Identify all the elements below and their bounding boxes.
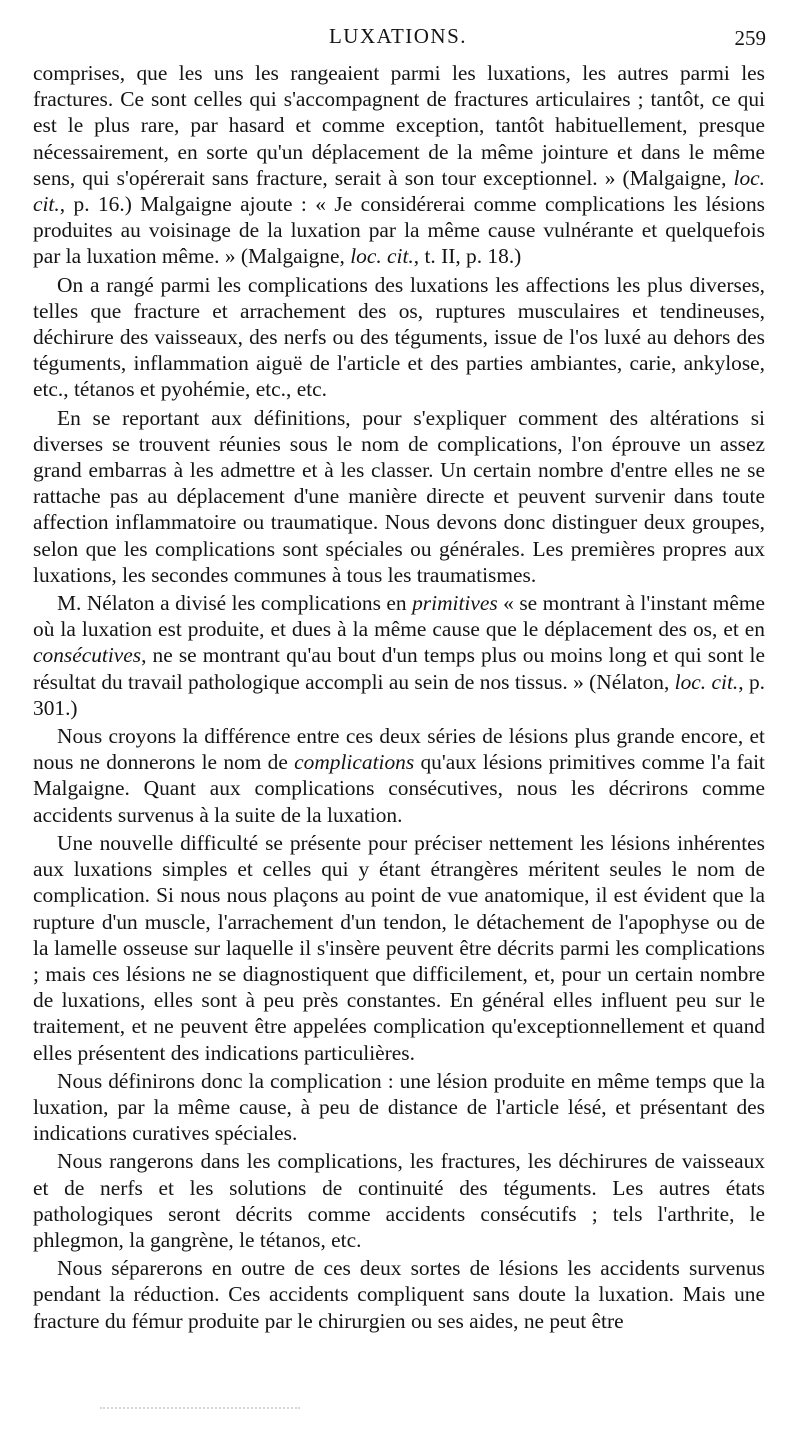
paragraph xyxy=(33,1068,765,1147)
italic-text: complications xyxy=(294,750,415,775)
text-segment: Nous définirons donc la complication : une lésion produite en même temps que la luxation, par la même cause, à peu de distance de l'article lésé, et présentant des indications curatives spéciales. xyxy=(33,1068,765,1146)
text-segment: Une nouvelle difficulté se présente pour préciser nettement les lésions inhérentes aux luxations simples et celles qui y étant étrangères méritent seules le nom de complication. Si nous nous plaçons au point de vue anatomique, il est évident que la rupture d'un muscle, l'arrachement d'un tendon, le détachement de l'apophyse ou de la lamelle osseuse sur laquelle il s'insère peuvent être décrits parmi les complications ; mais ces lésions ne se diagnostiquent que difficilement, et, pour un certain nombre de luxations, elles sont à peu près constantes. En général elles influent peu sur le traitement, et ne peuvent être appelées complication qu'exceptionnellement et quand elles présentent des indications particulières. xyxy=(33,830,765,1065)
italic-text: loc. cit. xyxy=(350,244,414,269)
text-segment: On a rangé parmi les complications des luxations les affections les plus diverses, telles que fracture et arrachement des os, ruptures musculaires et tendineuses, déchirure des vaisseaux, des nerfs ou des téguments, issue de l'os luxé au dehors des téguments, inflammation aiguë de l'article et des parties ambiantes, carie, ankylose, etc., tétanos et pyohémie, etc., etc. xyxy=(33,272,765,402)
paragraph xyxy=(33,1148,765,1253)
paragraph xyxy=(33,405,765,588)
running-head: LUXATIONS. xyxy=(328,24,468,48)
text-segment: Nous séparerons en outre de ces deux sortes de lésions les accidents survenus pendant la réduction. Ces accidents compliquent sans doute la luxation. Mais une fracture du fémur produite par le chirurgien ou ses aides, ne peut être xyxy=(33,1256,765,1333)
text-segment: « se montrant à l'instant même où la luxation est produite, et dues à la même cause que le déplacement des os, et en xyxy=(33,591,765,642)
text-segment: , ne se montrant qu'au bout d'un temps plus ou moins long et qui sont le résultat du travail pathologique accompli au sein de nos tissus. » (Nélaton, xyxy=(33,643,765,694)
text-segment: comprises, que les uns les rangeaient parmi les luxations, les autres parmi les fractures. Ce sont celles qui s'accompagnent de fractures articulaires ; tantôt, ce qui est le plus rare, par hasard et comme exception, tantôt habituellement, presque nécessairement, en sorte qu'un déplacement de la même jointure et dans le même sens, qui s'opérerait sans fracture, serait à son tour exceptionnel. » (Malgaigne, xyxy=(33,61,765,190)
paragraph xyxy=(33,60,765,270)
paragraph xyxy=(33,830,765,1066)
body-text xyxy=(33,60,765,1334)
text-segment: , t. II, p. 18.) xyxy=(413,244,522,269)
paragraph xyxy=(33,1255,765,1334)
paragraph xyxy=(33,723,765,828)
text-segment: Nous rangerons dans les complications, les fractures, les déchirures de vaisseaux et de nerfs et les solutions de continuité des téguments. Les autres états pathologiques seront décrits comme accidents consécutifs ; tels l'arthrite, le phlegmon, la gangrène, le tétanos, etc. xyxy=(33,1149,765,1252)
text-segment: qu'aux lésions primitives comme l'a fait Malgaigne. Quant aux complications consécutives, nous les décrirons comme accidents survenus à la suite de la luxation. xyxy=(33,750,765,827)
page-header xyxy=(30,24,766,54)
text-segment: Nous croyons la différence entre ces deux séries de lésions plus grande encore, et nous ne donnerons le nom de xyxy=(33,724,765,775)
italic-text: primitives xyxy=(412,591,498,616)
italic-text: loc. cit. xyxy=(674,669,739,694)
scan-artifact xyxy=(100,1407,300,1415)
page-number: 259 xyxy=(734,26,766,50)
text-segment: M. Nélaton a divisé les complications en xyxy=(57,591,413,616)
paragraph xyxy=(33,590,765,721)
italic-text: loc. cit. xyxy=(33,165,765,217)
text-segment: En se reportant aux définitions, pour s'expliquer comment des altérations si diverses se trouvent réunies sous le nom de complications, l'on éprouve un assez grand embarras à les admettre et à les classer. Un certain nombre d'entre elles ne se rattache pas au déplacement d'une manière directe et peuvent survenir dans toute affection inflammatoire ou traumatique. Nous devons donc distinguer deux groupes, selon que les complications sont spéciales ou générales. Les premières propres aux luxations, les secondes communes à tous les traumatismes. xyxy=(33,405,765,587)
text-segment: , p. 301.) xyxy=(33,669,765,720)
text-segment: , p. 16.) Malgaigne ajoute : « Je considérerai comme complications les lésions produites au voisinage de la luxation par la même cause vulnérante et quelquefois par la luxation même. » (Malgaigne, xyxy=(33,192,765,269)
italic-text: consécutives xyxy=(33,643,142,668)
paragraph xyxy=(33,272,765,403)
